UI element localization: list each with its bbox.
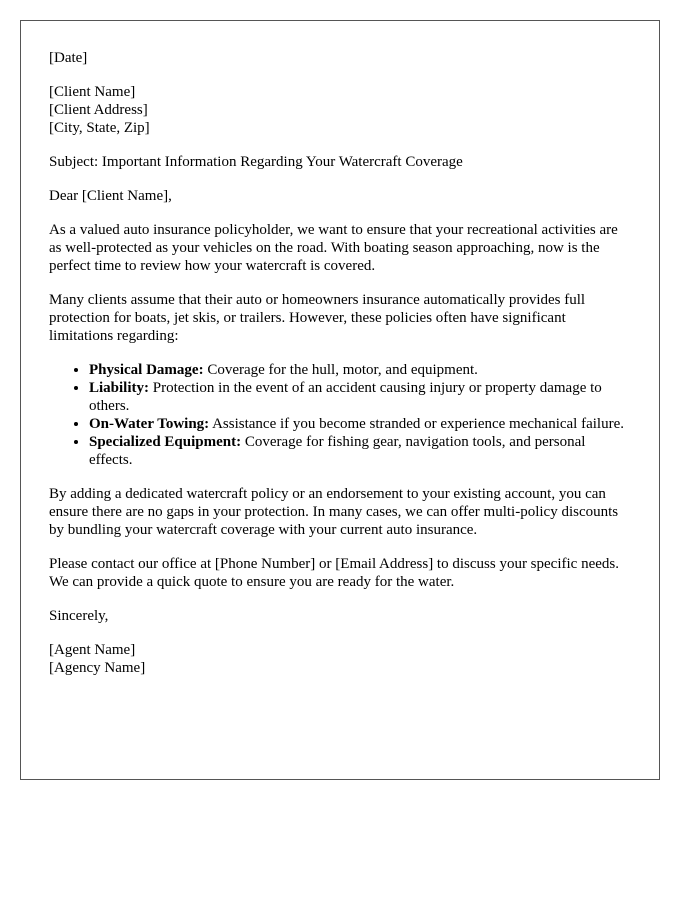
coverage-list (49, 361, 631, 469)
coverage-description: Protection in the event of an accident causing injury or property damage to others. (89, 380, 602, 414)
coverage-description: Coverage for fishing gear, navigation tools, and personal effects. (89, 434, 586, 468)
letter-subject: Subject: Important Information Regarding Your Watercraft Coverage (49, 154, 463, 170)
coverage-term: Physical Damage: (89, 362, 204, 378)
coverage-description: Coverage for the hull, motor, and equipment. (203, 362, 478, 378)
recipient-city-state-zip: [City, State, Zip] (49, 120, 150, 136)
coverage-item-liability (89, 379, 631, 415)
letter-date: [Date] (49, 50, 88, 66)
recipient-address-block (49, 83, 631, 137)
coverage-item-physical-damage (89, 361, 631, 379)
letter-greeting: Dear [Client Name], (49, 188, 172, 204)
coverage-item-specialized-equipment (89, 433, 631, 469)
coverage-term: Specialized Equipment: (89, 434, 242, 450)
recipient-name: [Client Name] (49, 84, 136, 100)
agency-name: [Agency Name] (49, 660, 146, 676)
coverage-item-on-water-towing (89, 415, 631, 433)
coverage-description: Assistance if you become stranded or experience mechanical failure. (209, 416, 624, 432)
recipient-address: [Client Address] (49, 102, 148, 118)
coverage-term: Liability: (89, 380, 150, 396)
letter-page (20, 20, 660, 780)
signature-block (49, 641, 631, 677)
coverage-term: On-Water Towing: (89, 416, 210, 432)
agent-name: [Agent Name] (49, 642, 136, 658)
sign-off: Sincerely, (49, 608, 109, 624)
intro-paragraph: As a valued auto insurance policyholder, we want to ensure that your recreational activities are as well-protected as your vehicles on the road. With boating season approaching, now is the perfect time to review how your watercraft is covered. (49, 222, 618, 274)
contact-paragraph: Please contact our office at [Phone Number] or [Email Address] to discuss your specific needs. We can provide a quick quote to ensure you are ready for the water. (49, 556, 619, 590)
limitations-paragraph: Many clients assume that their auto or homeowners insurance automatically provides full protection for boats, jet skis, or trailers. However, these policies often have significant limitations regarding: (49, 292, 586, 344)
bundling-paragraph: By adding a dedicated watercraft policy or an endorsement to your existing account, you can ensure there are no gaps in your protection. In many cases, we can offer multi-policy discounts by bundling your watercraft coverage with your current auto insurance. (49, 486, 619, 538)
